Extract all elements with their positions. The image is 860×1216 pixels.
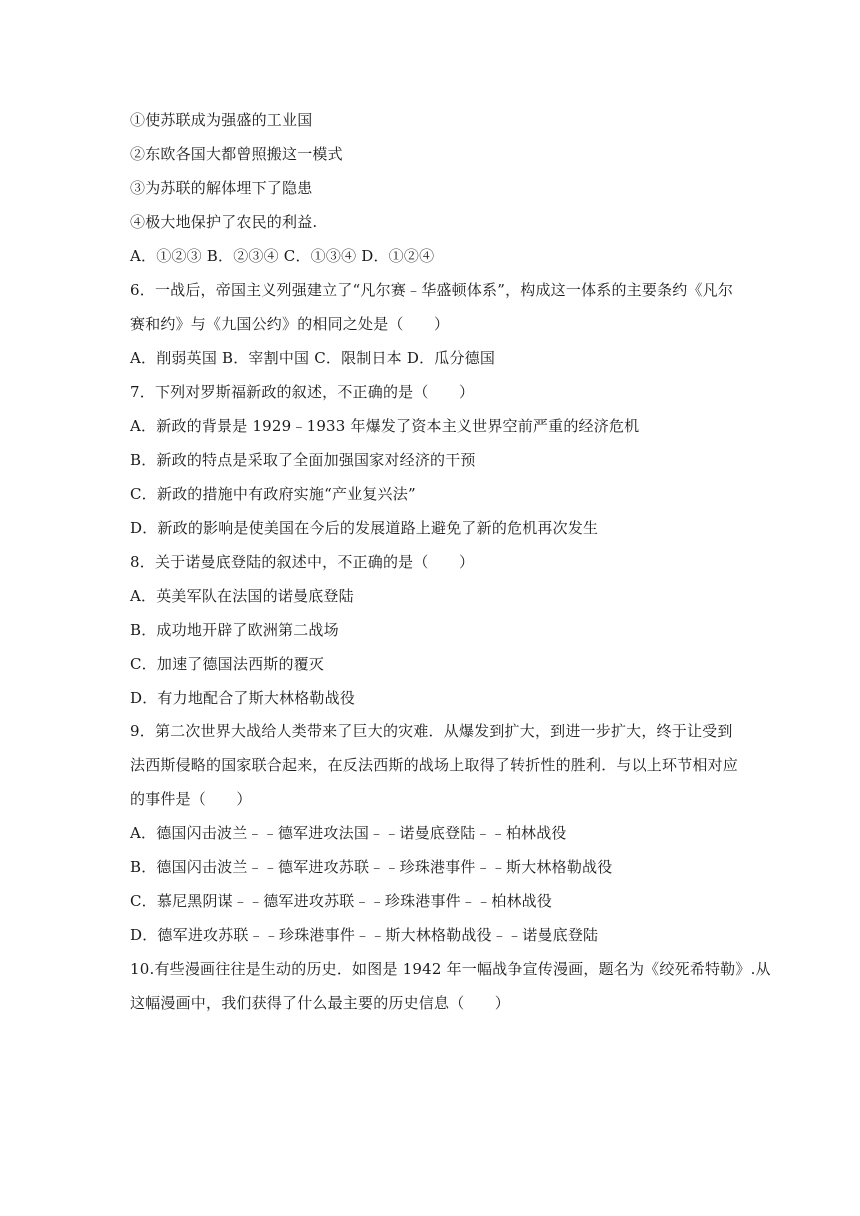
q6-stem-line-2: 赛和约》与《九国公约》的相同之处是（ ） xyxy=(130,315,450,333)
q9-option-a: A．德国闪击波兰﹣﹣德军进攻法国﹣﹣诺曼底登陆﹣﹣柏林战役 xyxy=(130,824,567,842)
q10-stem-line-1: 10.有些漫画往往是生动的历史．如图是 1942 年一幅战争宣传漫画，题名为《绞死希特勒》.从 xyxy=(130,960,771,978)
q6-answer-options: A．削弱英国 B．宰割中国 C．限制日本 D．瓜分德国 xyxy=(130,349,496,367)
q9-option-c: C．慕尼黑阴谋﹣﹣德军进攻苏联﹣﹣珍珠港事件﹣﹣柏林战役 xyxy=(130,892,553,910)
q5-answer-options: A．①②③ B．②③④ C．①③④ D．①②④ xyxy=(130,247,435,265)
q6-stem-line-1: 6．一战后，帝国主义列强建立了“凡尔赛﹣华盛顿体系”，构成这一体系的主要条约《凡尔 xyxy=(130,281,734,299)
q9-stem-line-1: 9．第二次世界大战给人类带来了巨大的灾难．从爆发到扩大，到进一步扩大，终于让受到 xyxy=(130,722,733,740)
q7-option-c: C．新政的措施中有政府实施“产业复兴法” xyxy=(130,485,416,503)
q7-option-b: B．新政的特点是采取了全面加强国家对经济的干预 xyxy=(130,451,476,469)
q8-option-b: B．成功地开辟了欧洲第二战场 xyxy=(130,621,339,639)
q9-option-b: B．德国闪击波兰﹣﹣德军进攻苏联﹣﹣珍珠港事件﹣﹣斯大林格勒战役 xyxy=(130,858,613,876)
q9-option-d: D．德军进攻苏联﹣﹣珍珠港事件﹣﹣斯大林格勒战役﹣﹣诺曼底登陆 xyxy=(130,926,599,944)
q8-option-c: C．加速了德国法西斯的覆灭 xyxy=(130,655,325,673)
q8-stem: 8．关于诺曼底登陆的叙述中，不正确的是（ ） xyxy=(130,553,475,571)
q10-stem-line-2: 这幅漫画中，我们获得了什么最主要的历史信息（ ） xyxy=(130,994,511,1012)
q9-stem-line-3: 的事件是（ ） xyxy=(130,790,252,808)
q8-option-a: A．英美军队在法国的诺曼底登陆 xyxy=(130,587,354,605)
q5-statement-4: ④极大地保护了农民的利益. xyxy=(130,213,318,231)
q7-option-d: D．新政的影响是使美国在今后的发展道路上避免了新的危机再次发生 xyxy=(130,519,599,537)
q8-option-d: D．有力地配合了斯大林格勒战役 xyxy=(130,689,356,707)
q5-statement-1: ①使苏联成为强盛的工业国 xyxy=(130,111,313,129)
q7-stem: 7．下列对罗斯福新政的叙述，不正确的是（ ） xyxy=(130,383,475,401)
q5-statement-2: ②东欧各国大都曾照搬这一模式 xyxy=(130,145,343,163)
q9-stem-line-2: 法西斯侵略的国家联合起来，在反法西斯的战场上取得了转折性的胜利．与以上环节相对应 xyxy=(130,756,739,774)
q5-statement-3: ③为苏联的解体埋下了隐患 xyxy=(130,179,313,197)
q7-option-a: A．新政的背景是 1929﹣1933 年爆发了资本主义世界空前严重的经济危机 xyxy=(130,417,640,435)
